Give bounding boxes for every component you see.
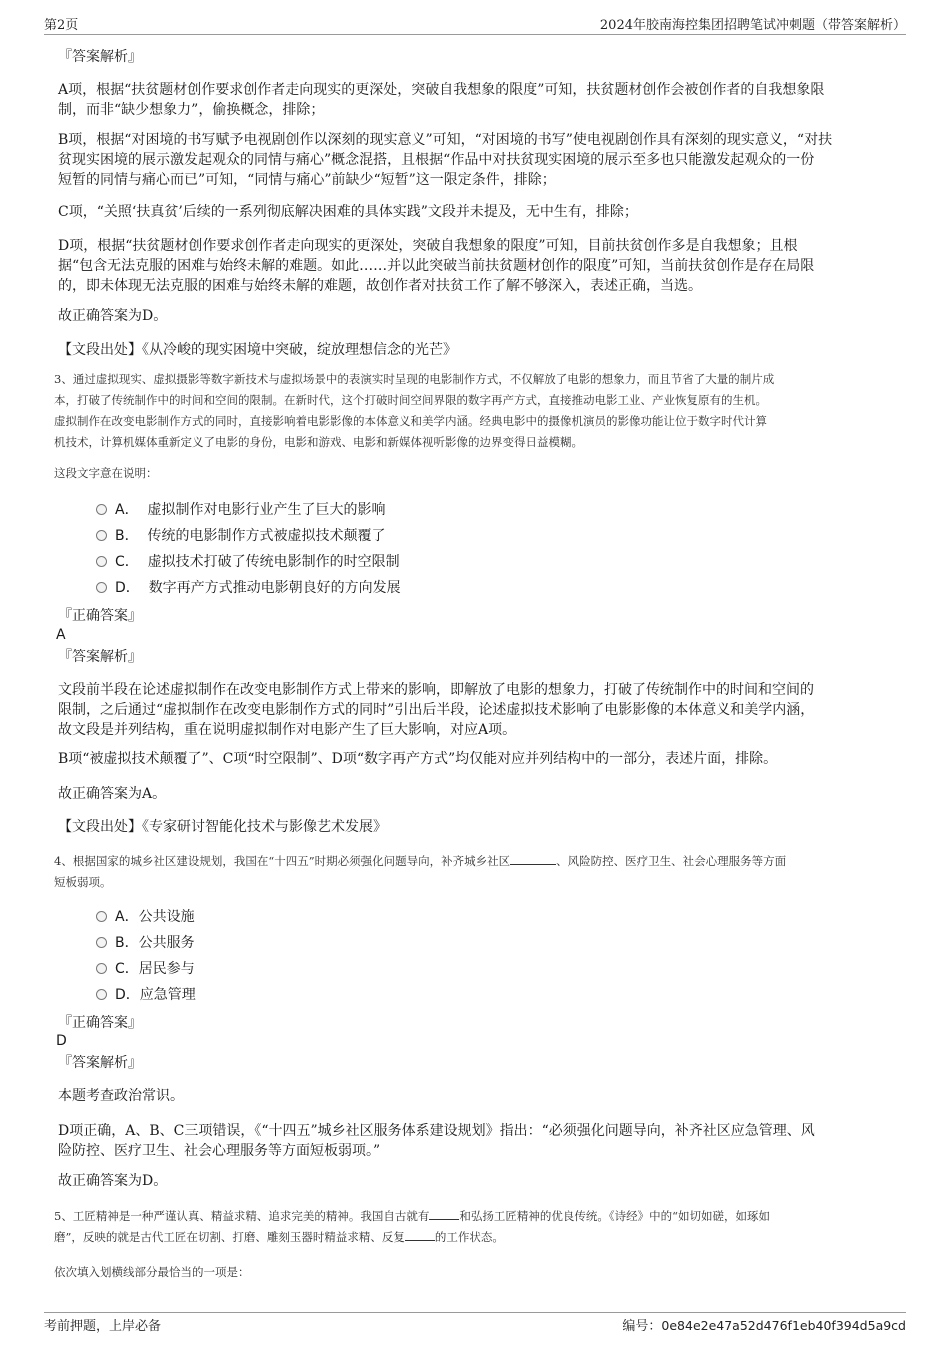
analysis-paragraph: 本题考查政治常识。 xyxy=(58,1088,184,1104)
text-line: 短板弱项。 xyxy=(54,875,112,889)
text-line: 据“包含无法克服的困难与始终未解的难题。如此……并以此突破当前扶贫题材创作的限度”可知，当前扶贫创作是存在局限 xyxy=(58,258,815,274)
question-4-stem xyxy=(54,851,904,893)
page-header xyxy=(44,12,906,35)
text-line: 贫现实困境的展示激发起观众的同情与痛心”概念混搭，且根据“作品中对扶贫现实困境的展示至多也只能激发起观众的一份 xyxy=(58,152,815,168)
fill-blank xyxy=(510,864,556,865)
text-line: 故文段是并列结构，重在说明虚拟制作对电影产生了巨大影响，对应A项。 xyxy=(58,722,517,738)
text-line: 3、通过虚拟现实、虚拟摄影等数字新技术与虚拟场景中的表演实时呈现的电影制作方式，不仅解放了电影的想象力，而且节省了大量的制片成 xyxy=(54,372,775,386)
text-line: C项，“关照‘扶真贫’后续的一系列彻底解决困难的具体实践”文段并未提及，无中生有，排除； xyxy=(58,204,638,220)
question-5-stem xyxy=(54,1206,904,1248)
analysis-paragraph xyxy=(58,680,900,740)
text-line: 本，打破了传统制作中的时间和空间的限制。在新时代，这个打破时间空间界限的数字再产方式，直接推动电影工业、产业恢复原有的生机。 xyxy=(54,393,767,407)
radio-icon[interactable] xyxy=(96,963,107,974)
analysis-paragraph: B项“被虚拟技术颠覆了”、C项“时空限制”、D项“数字再产方式”均仅能对应并列结构中的一部分，表述片面，排除。 xyxy=(58,751,778,767)
radio-icon[interactable] xyxy=(96,911,107,922)
text-line: D项，根据“扶贫题材创作要求创作者走向现实的更深处，突破自我想象的限度”可知，目前扶贫创作多是自我想象；且根 xyxy=(58,238,798,254)
correct-answer: D xyxy=(56,1033,67,1049)
conclusion: 故正确答案为D。 xyxy=(58,1173,168,1189)
radio-icon[interactable] xyxy=(96,989,107,1000)
radio-icon[interactable] xyxy=(96,556,107,567)
footer-slogan: 考前押题，上岸必备 xyxy=(44,1319,162,1334)
correct-answer-label: 『正确答案』 xyxy=(58,1015,142,1031)
question-3-stem xyxy=(54,369,904,453)
analysis-option-c xyxy=(58,202,900,222)
answer-analysis-label: 『答案解析』 xyxy=(58,49,142,65)
document-code: 编号：0e84e2e47a52d476f1eb40f394d5a9cd xyxy=(622,1318,906,1334)
q4-option-a[interactable]: A．公共设施 xyxy=(96,907,195,927)
radio-icon[interactable] xyxy=(96,530,107,541)
q4-option-c[interactable]: C．居民参与 xyxy=(96,959,195,979)
correct-answer-label: 『正确答案』 xyxy=(58,608,142,624)
q3-option-a[interactable]: A． 虚拟制作对电影行业产生了巨大的影响 xyxy=(96,500,385,520)
answer-analysis-label: 『答案解析』 xyxy=(58,1055,142,1071)
text-line: 4、根据国家的城乡社区建设规划，我国在“十四五”时期必须强化问题导向，补齐城乡社区 、风险防控、医疗卫生、社会心理服务等方面 xyxy=(54,854,787,868)
radio-icon[interactable] xyxy=(96,582,107,593)
text-line: 文段前半段在论述虚拟制作在改变电影制作方式上带来的影响，即解放了电影的想象力，打破了传统制作中的时间和空间的 xyxy=(58,682,814,698)
q4-option-b[interactable]: B．公共服务 xyxy=(96,933,195,953)
text-line: 险防控、医疗卫生、社会心理服务等方面短板弱项。” xyxy=(58,1143,381,1159)
text-line: 5、工匠精神是一种严谨认真、精益求精、追求完美的精神。我国自古就有 和弘扬工匠精神的优良传统。《诗经》中的“如切如磋，如琢如 xyxy=(54,1209,770,1223)
text-line: 的，即未体现无法克服的困难与始终未解的难题，故创作者对扶贫工作了解不够深入，表述正确，当选。 xyxy=(58,278,702,294)
conclusion: 故正确答案为D。 xyxy=(58,308,168,324)
text-line: 限制，之后通过“虚拟制作在改变电影制作方式的同时”引出后半段，论述虚拟技术影响了电影影像的本体意义和美学内涵， xyxy=(58,702,815,718)
page-number: 第2页 xyxy=(44,18,79,33)
fill-blank xyxy=(405,1240,435,1241)
source: 【文段出处】《专家研讨智能化技术与影像艺术发展》 xyxy=(58,819,387,835)
text-line: A项，根据“扶贫题材创作要求创作者走向现实的更深处，突破自我想象的限度”可知，扶贫题材创作会被创作者的自我想象限 xyxy=(58,82,825,98)
q3-option-c[interactable]: C． 虚拟技术打破了传统电影制作的时空限制 xyxy=(96,552,400,572)
text-line: B项，根据“对困境的书写赋予电视剧创作以深刻的现实意义”可知，“对困境的书写”使电视剧创作具有深刻的现实意义，“对扶 xyxy=(58,132,833,148)
correct-answer: A xyxy=(56,627,66,643)
text-line: 磨”，反映的就是古代工匠在切割、打磨、雕刻玉器时精益求精、反复 的工作状态。 xyxy=(54,1230,504,1244)
q3-option-b[interactable]: B． 传统的电影制作方式被虚拟技术颠覆了 xyxy=(96,526,386,546)
analysis-option-a xyxy=(58,80,900,120)
question-3-prompt: 这段文字意在说明： xyxy=(54,466,158,480)
conclusion: 故正确答案为A。 xyxy=(58,786,167,802)
answer-analysis-label: 『答案解析』 xyxy=(58,649,142,665)
analysis-option-d xyxy=(58,236,900,296)
q3-option-d[interactable]: D． 数字再产方式推动电影朝良好的方向发展 xyxy=(96,578,401,598)
text-line: D项正确，A、B、C三项错误，《“十四五”城乡社区服务体系建设规划》指出：“必须强化问题导向，补齐社区应急管理、风 xyxy=(58,1123,815,1139)
page-footer xyxy=(44,1312,906,1334)
analysis-option-b xyxy=(58,130,900,190)
source: 【文段出处】《从冷峻的现实困境中突破，绽放理想信念的光芒》 xyxy=(58,342,457,358)
q4-option-d[interactable]: D．应急管理 xyxy=(96,985,196,1005)
fill-blank xyxy=(429,1219,459,1220)
text-line: 虚拟制作在改变电影制作方式的同时，直接影响着电影影像的本体意义和美学内涵。经典电影中的摄像机演员的影像功能让位于数字时代计算 xyxy=(54,414,767,428)
text-line: 机技术，计算机媒体重新定义了电影的身份，电影和游戏、电影和新媒体视听影像的边界变得日益模糊。 xyxy=(54,435,583,449)
question-5-prompt: 依次填入划横线部分最恰当的一项是： xyxy=(54,1265,250,1279)
radio-icon[interactable] xyxy=(96,504,107,515)
text-line: 短暂的同情与痛心而已”可知，“同情与痛心”前缺少“短暂”这一限定条件，排除； xyxy=(58,172,556,188)
radio-icon[interactable] xyxy=(96,937,107,948)
document-title: 2024年胶南海控集团招聘笔试冲刺题（带答案解析） xyxy=(599,18,906,33)
analysis-paragraph xyxy=(58,1121,900,1161)
text-line: 制，而非“缺少想象力”，偷换概念，排除； xyxy=(58,102,325,118)
